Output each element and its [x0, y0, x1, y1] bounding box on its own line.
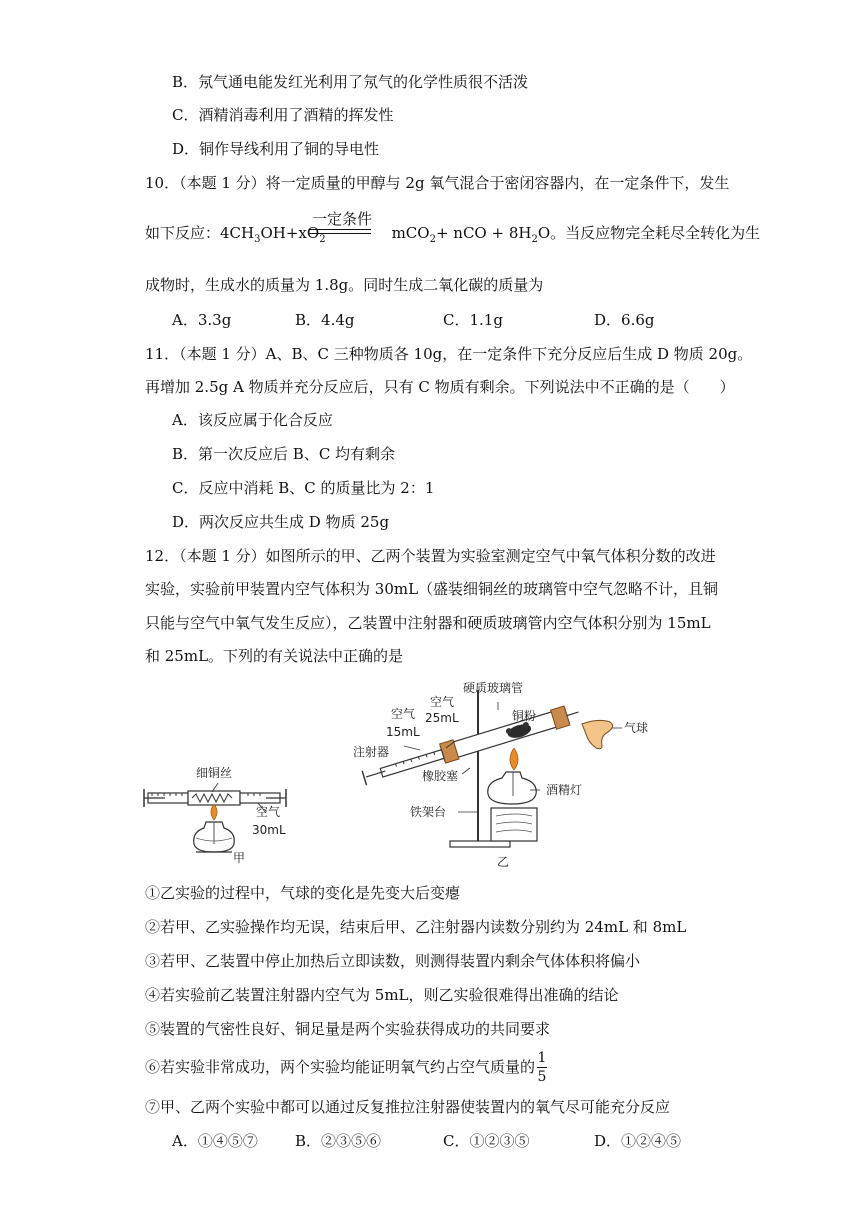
q10-eq-sub4: 2 [531, 234, 538, 245]
q12-fraction-one-fifth [537, 1050, 547, 1085]
caption-yi: 乙 [497, 855, 510, 869]
label-yi-hard-glass-tube: 硬质玻璃管 [463, 681, 524, 695]
q10-option-c: C．1.1g [443, 311, 503, 329]
q12-stem-line4: 和 25mL。下列的有关说法中正确的是 [145, 647, 404, 665]
q9-option-c: C．酒精消毒利用了酒精的挥发性 [172, 106, 394, 124]
label-yi-air-tube: 空气 [430, 695, 455, 709]
q11-option-a: A．该反应属于化合反应 [172, 411, 333, 429]
q12-stem-line1: 12．（本题 1 分）如图所示的甲、乙两个装置为实验室测定空气中氧气体积分数的改进 [145, 547, 716, 565]
q10-eq-sub1: 3 [254, 234, 261, 245]
q12-stem-line2: 实验，实验前甲装置内空气体积为 30mL（盛装细铜丝的玻璃管中空气忽略不计，且铜 [145, 580, 719, 598]
q10-stem-line1: 10．（本题 1 分）将一定质量的甲醇与 2g 氧气混合于密闭容器内，在一定条件下，发生 [145, 174, 730, 192]
label-yi-rubber-stopper: 橡胶塞 [422, 769, 459, 783]
q10-eq-sub2: 2 [319, 234, 326, 245]
q10-eq-sub3: 2 [429, 234, 436, 245]
q11-option-d: D．两次反应共生成 D 物质 25g [172, 513, 390, 531]
q9-option-d: D．铜作导线利用了铜的导电性 [172, 140, 380, 158]
q12-statement-2: ②若甲、乙实验操作均无误，结束后甲、乙注射器内读数分别约为 24mL 和 8mL [145, 918, 687, 936]
label-jia-copper-wire: 细铜丝 [196, 766, 233, 780]
apparatus-figure [0, 676, 860, 876]
q10-equation-line [145, 223, 760, 250]
fraction-bar [537, 1067, 547, 1068]
q12-statement-4: ④若实验前乙装置注射器内空气为 5mL，则乙实验很难得出准确的结论 [145, 986, 619, 1004]
q10-option-d: D．6.6g [594, 311, 655, 329]
q10-eq-mid1: OH+xO [260, 224, 320, 242]
label-yi-balloon: 气球 [624, 721, 649, 735]
label-yi-alcohol-lamp: 酒精灯 [546, 783, 583, 797]
label-jia-volume: 30mL [252, 823, 286, 837]
q12-option-d: D．①②④⑤ [594, 1132, 682, 1150]
q10-eq-mid2: mCO [391, 224, 430, 242]
label-yi-copper-powder: 铜粉 [512, 709, 537, 723]
q10-option-b: B．4.4g [295, 311, 355, 329]
q12-statement-3: ③若甲、乙装置中停止加热后立即读数，则测得装置内剩余气体体积将偏小 [145, 952, 641, 970]
q12-statement-1: ①乙实验的过程中，气球的变化是先变大后变瘪 [145, 884, 461, 902]
q12-statement-5: ⑤装置的气密性良好、铜足量是两个实验获得成功的共同要求 [145, 1020, 551, 1038]
q11-stem-line2: 再增加 2.5g A 物质并充分反应后，只有 C 物质有剩余。下列说法中不正确的是（ ） [145, 378, 735, 396]
q12-statement-7: ⑦甲、乙两个实验中都可以通过反复推拉注射器使装置内的氧气尽可能充分反应 [145, 1098, 671, 1116]
label-yi-iron-stand: 铁架台 [410, 805, 447, 819]
label-jia-air: 空气 [256, 805, 281, 819]
q11-option-b: B．第一次反应后 B、C 均有剩余 [172, 445, 396, 463]
label-yi-air-syringe: 空气 [391, 707, 416, 721]
q10-eq-suffix: O。当反应物完全耗尽全转化为生 [537, 224, 761, 242]
q11-stem-line1: 11．（本题 1 分）A、B、C 三种物质各 10g，在一定条件下充分反应后生成 D 物质 20g。 [145, 345, 753, 363]
label-yi-syringe: 注射器 [353, 745, 390, 759]
q11-option-c: C．反应中消耗 B、C 的质量比为 2：1 [172, 479, 435, 497]
q12-option-b: B．②③⑤⑥ [295, 1132, 382, 1150]
caption-jia: 甲 [233, 851, 246, 865]
label-yi-volume-tube: 25mL [425, 711, 459, 725]
fraction-numerator: 1 [537, 1050, 547, 1066]
q10-eq-mid3: + nCO + 8H [435, 224, 532, 242]
q12-statement-6: ⑥若实验非常成功，两个实验均能证明氧气约占空气质量的 [145, 1058, 536, 1076]
label-yi-volume-syringe: 15mL [386, 725, 420, 739]
q12-option-c: C．①②③⑤ [443, 1132, 530, 1150]
q10-reaction-condition: 一定条件 [312, 210, 373, 228]
q12-stem-line3: 只能与空气中氧气发生反应），乙装置中注射器和硬质玻璃管内空气体积分别为 15mL [145, 614, 711, 632]
q12-option-a: A．①④⑤⑦ [172, 1132, 258, 1150]
fraction-denominator: 5 [537, 1069, 547, 1085]
q10-option-a: A．3.3g [172, 311, 232, 329]
q10-stem-line3: 成物时，生成水的质量为 1.8g。同时生成二氧化碳的质量为 [145, 276, 544, 294]
q10-eq-prefix: 如下反应：4CH [145, 224, 255, 242]
q9-option-b: B．氖气通电能发红光利用了氖气的化学性质很不活泼 [172, 73, 529, 91]
